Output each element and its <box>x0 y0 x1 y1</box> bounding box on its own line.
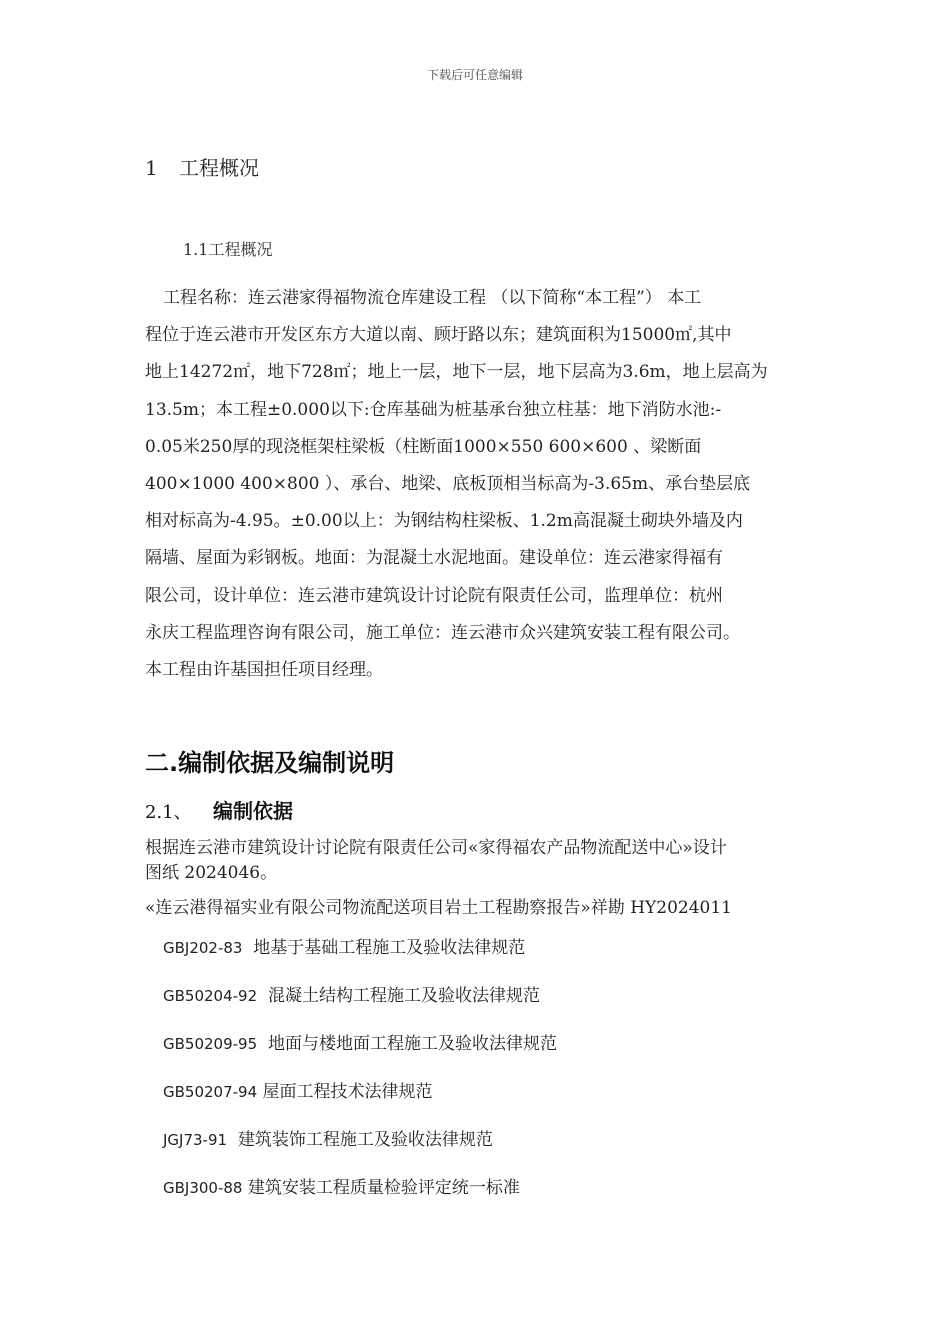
standard-item <box>163 1029 557 1054</box>
page-header-note: 下载后可任意编辑 <box>426 68 523 82</box>
standard-name: 屋面工程技术法律规范 <box>262 1082 433 1102</box>
standard-item <box>163 1077 433 1102</box>
standard-code: GB50204-92 <box>163 987 258 1005</box>
basis-paragraph <box>145 836 810 921</box>
paragraph-line: 工程名称：连云港家得福物流仓库建设工程 （以下简称“本工程”） 本工 <box>163 288 702 308</box>
standard-name: 建筑安装工程质量检验评定统一标准 <box>247 1178 520 1198</box>
standard-name: 地基于基础工程施工及验收法律规范 <box>253 938 526 958</box>
standard-code: GB50207-94 <box>163 1083 258 1101</box>
paragraph-line: 程位于连云港市开发区东方大道以南、顾圩路以东；建筑面积为15000㎡,其中 <box>145 325 732 346</box>
subsection-2-1-number: 2.1、 <box>145 802 192 823</box>
standard-item <box>163 981 540 1006</box>
section-1-number: 1 <box>145 156 158 180</box>
standard-code: JGJ73-91 <box>163 1131 228 1149</box>
section-2-heading: 二.编制依据及编制说明 <box>145 749 395 777</box>
standard-name: 混凝土结构工程施工及验收法律规范 <box>267 986 540 1006</box>
basis-line: 图纸 2024046。 <box>145 863 278 883</box>
project-overview-paragraph <box>145 280 810 689</box>
subsection-2-1-heading <box>145 795 293 824</box>
standard-code: GB50209-95 <box>163 1035 258 1053</box>
paragraph-line: 永庆工程监理咨询有限公司，施工单位：连云港市众兴建筑安装工程有限公司。 <box>145 622 740 643</box>
subsection-1-1-heading: 1.1工程概况 <box>183 240 273 259</box>
section-1-heading <box>145 152 259 181</box>
standard-name: 地面与楼地面工程施工及验收法律规范 <box>267 1034 557 1054</box>
paragraph-line: 地上14272㎡，地下728㎡；地上一层，地下一层，地下层高为3.6m，地上层高为 <box>145 362 768 383</box>
standard-item <box>163 1173 520 1198</box>
paragraph-line: 本工程由许基国担任项目经理。 <box>145 660 383 681</box>
basis-line: 根据连云港市建筑设计讨论院有限责任公司«家得福农产品物流配送中心»设计 <box>145 838 727 858</box>
standard-code: GBJ300-88 <box>163 1179 243 1197</box>
section-1-title: 工程概况 <box>179 156 259 180</box>
standard-name: 建筑装饰工程施工及验收法律规范 <box>237 1130 493 1150</box>
paragraph-line: 400×1000 400×800 ）、承台、地梁、底板顶相当标高为-3.65m、承台垫层底 <box>145 474 751 495</box>
basis-line: «连云港得福实业有限公司物流配送项目岩土工程勘察报告»祥勘 HY2024011 <box>145 898 732 918</box>
standard-item <box>163 933 525 958</box>
standard-code: GBJ202-83 <box>163 939 243 957</box>
paragraph-line: 13.5m；本工程±0.000以下:仓库基础为桩基承台独立柱基：地下消防水池:- <box>145 399 722 420</box>
paragraph-line: 0.05米250厚的现浇框架柱梁板（柱断面1000×550 600×600 、梁断面 <box>145 436 702 457</box>
paragraph-line: 限公司，设计单位：连云港市建筑设计讨论院有限责任公司，监理单位：杭州 <box>145 585 723 606</box>
subsection-2-1-title: 编制依据 <box>213 799 293 823</box>
paragraph-line: 隔墙、屋面为彩钢板。地面：为混凝土水泥地面。建设单位：连云港家得福有 <box>145 548 723 569</box>
standard-item <box>163 1125 493 1150</box>
paragraph-line: 相对标高为-4.95。±0.00以上：为钢结构柱梁板、1.2m高混凝土砌块外墙及内 <box>145 511 743 532</box>
